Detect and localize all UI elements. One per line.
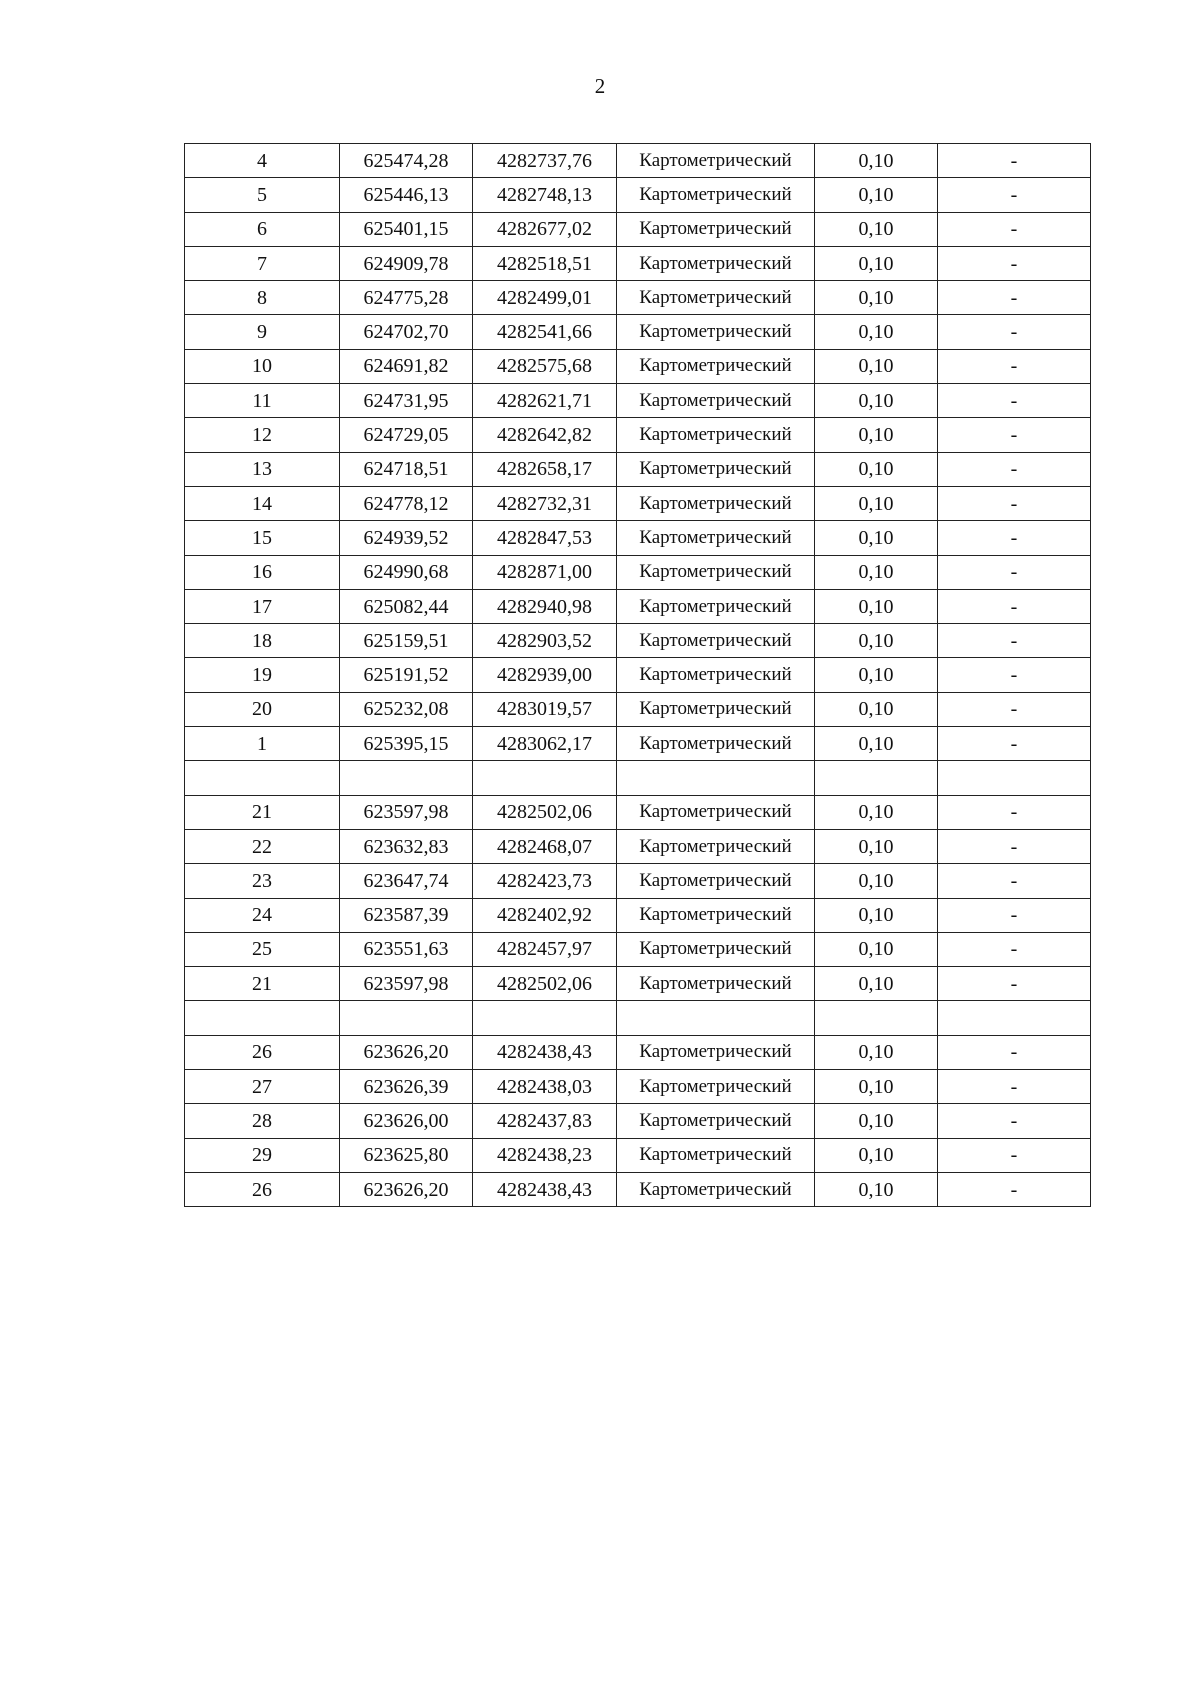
cell-x-coordinate: 624702,70 <box>340 315 473 349</box>
cell-x-coordinate: 625401,15 <box>340 212 473 246</box>
cell-x-coordinate: 624909,78 <box>340 246 473 280</box>
cell-accuracy: 0,10 <box>815 418 938 452</box>
cell-point-number: 26 <box>185 1172 340 1206</box>
cell-method: Картометрический <box>617 281 815 315</box>
cell-method: Картометрический <box>617 418 815 452</box>
cell-y-coordinate: 4282658,17 <box>473 452 617 486</box>
cell-y-coordinate: 4282438,03 <box>473 1070 617 1104</box>
cell-accuracy: 0,10 <box>815 349 938 383</box>
table-row <box>185 1035 1091 1069</box>
cell-accuracy: 0,10 <box>815 281 938 315</box>
table-row <box>185 144 1091 178</box>
table-row <box>185 1070 1091 1104</box>
cell-y-coordinate: 4282468,07 <box>473 829 617 863</box>
cell-note: - <box>938 624 1091 658</box>
cell-note: - <box>938 727 1091 761</box>
table-row <box>185 384 1091 418</box>
cell-accuracy: 0,10 <box>815 1104 938 1138</box>
cell-method: Картометрический <box>617 1070 815 1104</box>
cell-note: - <box>938 658 1091 692</box>
table-row <box>185 932 1091 966</box>
cell-method: Картометрический <box>617 967 815 1001</box>
cell-y-coordinate: 4282732,31 <box>473 486 617 520</box>
cell-method: Картометрический <box>617 727 815 761</box>
cell-method: Картометрический <box>617 795 815 829</box>
cell-y-coordinate: 4282499,01 <box>473 281 617 315</box>
cell-y-coordinate: 4282502,06 <box>473 795 617 829</box>
empty-cell <box>340 761 473 795</box>
empty-cell <box>473 1001 617 1035</box>
cell-point-number: 12 <box>185 418 340 452</box>
table-row <box>185 452 1091 486</box>
cell-note: - <box>938 178 1091 212</box>
cell-point-number: 8 <box>185 281 340 315</box>
cell-method: Картометрический <box>617 932 815 966</box>
cell-y-coordinate: 4282541,66 <box>473 315 617 349</box>
cell-note: - <box>938 829 1091 863</box>
page-number: 2 <box>594 74 606 98</box>
cell-y-coordinate: 4282438,43 <box>473 1035 617 1069</box>
cell-accuracy: 0,10 <box>815 967 938 1001</box>
cell-x-coordinate: 623632,83 <box>340 829 473 863</box>
cell-y-coordinate: 4282575,68 <box>473 349 617 383</box>
cell-point-number: 7 <box>185 246 340 280</box>
cell-method: Картометрический <box>617 658 815 692</box>
table-row <box>185 315 1091 349</box>
cell-point-number: 19 <box>185 658 340 692</box>
cell-accuracy: 0,10 <box>815 727 938 761</box>
cell-point-number: 26 <box>185 1035 340 1069</box>
cell-x-coordinate: 623587,39 <box>340 898 473 932</box>
table-row <box>185 624 1091 658</box>
cell-point-number: 13 <box>185 452 340 486</box>
cell-y-coordinate: 4282502,06 <box>473 967 617 1001</box>
cell-x-coordinate: 625474,28 <box>340 144 473 178</box>
cell-note: - <box>938 418 1091 452</box>
cell-x-coordinate: 623626,39 <box>340 1070 473 1104</box>
table-separator-row <box>185 761 1091 795</box>
cell-accuracy: 0,10 <box>815 1138 938 1172</box>
cell-x-coordinate: 624775,28 <box>340 281 473 315</box>
empty-cell <box>617 1001 815 1035</box>
cell-accuracy: 0,10 <box>815 692 938 726</box>
cell-note: - <box>938 589 1091 623</box>
cell-y-coordinate: 4282737,76 <box>473 144 617 178</box>
cell-y-coordinate: 4282402,92 <box>473 898 617 932</box>
cell-y-coordinate: 4282748,13 <box>473 178 617 212</box>
cell-method: Картометрический <box>617 864 815 898</box>
cell-point-number: 29 <box>185 1138 340 1172</box>
empty-cell <box>815 761 938 795</box>
table-row <box>185 486 1091 520</box>
cell-accuracy: 0,10 <box>815 555 938 589</box>
table-row <box>185 795 1091 829</box>
table-row <box>185 1138 1091 1172</box>
cell-point-number: 11 <box>185 384 340 418</box>
cell-method: Картометрический <box>617 1104 815 1138</box>
cell-x-coordinate: 623626,20 <box>340 1035 473 1069</box>
cell-accuracy: 0,10 <box>815 864 938 898</box>
empty-cell <box>938 761 1091 795</box>
cell-y-coordinate: 4283019,57 <box>473 692 617 726</box>
cell-point-number: 17 <box>185 589 340 623</box>
cell-method: Картометрический <box>617 829 815 863</box>
cell-x-coordinate: 623597,98 <box>340 795 473 829</box>
cell-accuracy: 0,10 <box>815 486 938 520</box>
cell-note: - <box>938 795 1091 829</box>
cell-note: - <box>938 1138 1091 1172</box>
cell-x-coordinate: 624939,52 <box>340 521 473 555</box>
cell-y-coordinate: 4282423,73 <box>473 864 617 898</box>
cell-point-number: 21 <box>185 795 340 829</box>
cell-accuracy: 0,10 <box>815 1172 938 1206</box>
table-row <box>185 178 1091 212</box>
cell-accuracy: 0,10 <box>815 1035 938 1069</box>
cell-method: Картометрический <box>617 521 815 555</box>
cell-note: - <box>938 898 1091 932</box>
cell-accuracy: 0,10 <box>815 658 938 692</box>
cell-accuracy: 0,10 <box>815 212 938 246</box>
cell-method: Картометрический <box>617 452 815 486</box>
cell-y-coordinate: 4283062,17 <box>473 727 617 761</box>
cell-x-coordinate: 625191,52 <box>340 658 473 692</box>
cell-x-coordinate: 623626,00 <box>340 1104 473 1138</box>
table-row <box>185 898 1091 932</box>
cell-accuracy: 0,10 <box>815 384 938 418</box>
cell-note: - <box>938 212 1091 246</box>
cell-point-number: 22 <box>185 829 340 863</box>
cell-x-coordinate: 625082,44 <box>340 589 473 623</box>
cell-method: Картометрический <box>617 212 815 246</box>
cell-accuracy: 0,10 <box>815 178 938 212</box>
cell-note: - <box>938 486 1091 520</box>
table-row <box>185 281 1091 315</box>
cell-method: Картометрический <box>617 1035 815 1069</box>
cell-point-number: 9 <box>185 315 340 349</box>
empty-cell <box>938 1001 1091 1035</box>
cell-point-number: 27 <box>185 1070 340 1104</box>
table-row <box>185 418 1091 452</box>
cell-point-number: 1 <box>185 727 340 761</box>
table-row <box>185 967 1091 1001</box>
cell-point-number: 15 <box>185 521 340 555</box>
cell-x-coordinate: 624778,12 <box>340 486 473 520</box>
cell-method: Картометрический <box>617 1172 815 1206</box>
table-row <box>185 349 1091 383</box>
coordinates-table <box>184 143 1091 1207</box>
cell-y-coordinate: 4282847,53 <box>473 521 617 555</box>
cell-note: - <box>938 144 1091 178</box>
cell-x-coordinate: 625232,08 <box>340 692 473 726</box>
cell-note: - <box>938 555 1091 589</box>
cell-method: Картометрический <box>617 486 815 520</box>
table-row <box>185 1104 1091 1138</box>
cell-method: Картометрический <box>617 178 815 212</box>
cell-note: - <box>938 246 1091 280</box>
cell-method: Картометрический <box>617 898 815 932</box>
empty-cell <box>185 761 340 795</box>
cell-method: Картометрический <box>617 384 815 418</box>
cell-x-coordinate: 624691,82 <box>340 349 473 383</box>
cell-x-coordinate: 623597,98 <box>340 967 473 1001</box>
cell-accuracy: 0,10 <box>815 589 938 623</box>
cell-point-number: 23 <box>185 864 340 898</box>
cell-y-coordinate: 4282677,02 <box>473 212 617 246</box>
cell-note: - <box>938 1104 1091 1138</box>
cell-accuracy: 0,10 <box>815 144 938 178</box>
cell-note: - <box>938 281 1091 315</box>
cell-method: Картометрический <box>617 555 815 589</box>
cell-y-coordinate: 4282457,97 <box>473 932 617 966</box>
cell-x-coordinate: 624729,05 <box>340 418 473 452</box>
coordinates-table-body <box>185 144 1091 1207</box>
cell-y-coordinate: 4282437,83 <box>473 1104 617 1138</box>
cell-y-coordinate: 4282621,71 <box>473 384 617 418</box>
empty-cell <box>185 1001 340 1035</box>
cell-accuracy: 0,10 <box>815 315 938 349</box>
cell-note: - <box>938 967 1091 1001</box>
cell-x-coordinate: 623551,63 <box>340 932 473 966</box>
cell-note: - <box>938 1035 1091 1069</box>
cell-method: Картометрический <box>617 246 815 280</box>
table-row <box>185 692 1091 726</box>
cell-point-number: 25 <box>185 932 340 966</box>
cell-method: Картометрический <box>617 144 815 178</box>
cell-y-coordinate: 4282438,43 <box>473 1172 617 1206</box>
cell-x-coordinate: 625159,51 <box>340 624 473 658</box>
cell-point-number: 6 <box>185 212 340 246</box>
cell-note: - <box>938 349 1091 383</box>
cell-y-coordinate: 4282642,82 <box>473 418 617 452</box>
cell-accuracy: 0,10 <box>815 521 938 555</box>
table-row <box>185 589 1091 623</box>
cell-y-coordinate: 4282871,00 <box>473 555 617 589</box>
cell-method: Картометрический <box>617 1138 815 1172</box>
cell-point-number: 4 <box>185 144 340 178</box>
cell-accuracy: 0,10 <box>815 452 938 486</box>
cell-point-number: 21 <box>185 967 340 1001</box>
cell-note: - <box>938 1172 1091 1206</box>
table-row <box>185 829 1091 863</box>
cell-note: - <box>938 932 1091 966</box>
empty-cell <box>617 761 815 795</box>
cell-point-number: 10 <box>185 349 340 383</box>
cell-accuracy: 0,10 <box>815 829 938 863</box>
cell-y-coordinate: 4282438,23 <box>473 1138 617 1172</box>
cell-accuracy: 0,10 <box>815 246 938 280</box>
cell-x-coordinate: 625446,13 <box>340 178 473 212</box>
cell-method: Картометрический <box>617 315 815 349</box>
cell-x-coordinate: 623626,20 <box>340 1172 473 1206</box>
empty-cell <box>815 1001 938 1035</box>
cell-note: - <box>938 1070 1091 1104</box>
cell-point-number: 14 <box>185 486 340 520</box>
table-row <box>185 555 1091 589</box>
cell-note: - <box>938 384 1091 418</box>
cell-point-number: 20 <box>185 692 340 726</box>
cell-accuracy: 0,10 <box>815 795 938 829</box>
table-row <box>185 864 1091 898</box>
cell-note: - <box>938 521 1091 555</box>
cell-note: - <box>938 452 1091 486</box>
cell-y-coordinate: 4282903,52 <box>473 624 617 658</box>
cell-y-coordinate: 4282518,51 <box>473 246 617 280</box>
table-row <box>185 1172 1091 1206</box>
cell-y-coordinate: 4282939,00 <box>473 658 617 692</box>
table-row <box>185 658 1091 692</box>
cell-method: Картометрический <box>617 624 815 658</box>
cell-point-number: 16 <box>185 555 340 589</box>
cell-x-coordinate: 623647,74 <box>340 864 473 898</box>
cell-x-coordinate: 624718,51 <box>340 452 473 486</box>
table-separator-row <box>185 1001 1091 1035</box>
cell-note: - <box>938 864 1091 898</box>
cell-x-coordinate: 624731,95 <box>340 384 473 418</box>
cell-y-coordinate: 4282940,98 <box>473 589 617 623</box>
cell-x-coordinate: 623625,80 <box>340 1138 473 1172</box>
cell-accuracy: 0,10 <box>815 898 938 932</box>
table-row <box>185 521 1091 555</box>
cell-method: Картометрический <box>617 349 815 383</box>
cell-point-number: 5 <box>185 178 340 212</box>
cell-note: - <box>938 692 1091 726</box>
empty-cell <box>473 761 617 795</box>
cell-x-coordinate: 625395,15 <box>340 727 473 761</box>
cell-accuracy: 0,10 <box>815 1070 938 1104</box>
cell-accuracy: 0,10 <box>815 932 938 966</box>
table-row <box>185 212 1091 246</box>
cell-x-coordinate: 624990,68 <box>340 555 473 589</box>
cell-accuracy: 0,10 <box>815 624 938 658</box>
table-row <box>185 727 1091 761</box>
cell-method: Картометрический <box>617 692 815 726</box>
cell-note: - <box>938 315 1091 349</box>
table-row <box>185 246 1091 280</box>
cell-point-number: 28 <box>185 1104 340 1138</box>
cell-point-number: 24 <box>185 898 340 932</box>
empty-cell <box>340 1001 473 1035</box>
cell-method: Картометрический <box>617 589 815 623</box>
cell-point-number: 18 <box>185 624 340 658</box>
